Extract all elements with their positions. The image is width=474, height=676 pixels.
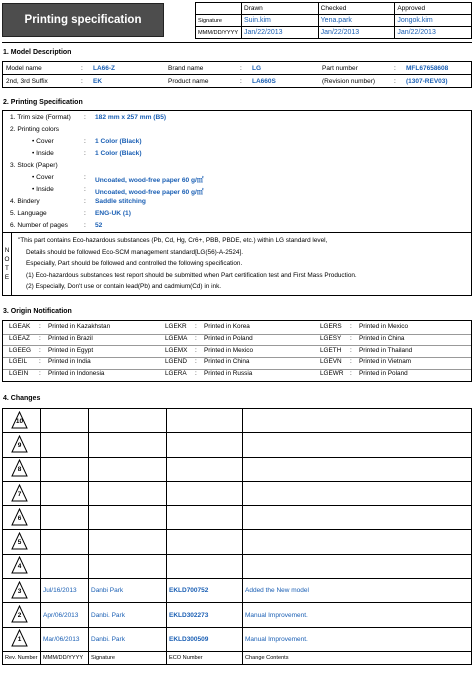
rev-cell	[3, 554, 41, 578]
origin-colon: :	[350, 370, 352, 378]
divider	[2, 42, 472, 43]
spec-value: 182 mm x 257 mm (B5)	[95, 114, 167, 121]
spec-label: 3. Stock (Paper)	[10, 162, 58, 169]
changes-header-cell: MMM/DD/YYYY	[41, 651, 89, 664]
model-name-label: Model name	[3, 62, 78, 75]
approval-table	[195, 2, 472, 39]
change-sig	[89, 530, 167, 554]
note-line: Details should be followed Eco-SCM management standard[LG(56)-A-2524].	[26, 248, 244, 256]
rev-number: 3	[17, 587, 22, 595]
suffix-label: 2nd, 3rd Suffix	[6, 77, 48, 85]
origin-code: LGEMA	[165, 334, 188, 342]
change-date	[41, 409, 89, 433]
origin-code: LGEWR	[320, 370, 344, 378]
product-name-value: LA660S	[252, 77, 276, 85]
model-table: Model name : LA66-Z Brand name : LG Part number : MFL67658608 2nd, 3rd Suffix : EK Product name : LA660S (Revision number) : (1307-REV03)	[3, 62, 471, 87]
revision-triangle-icon	[11, 411, 28, 429]
rev-cell	[3, 579, 41, 603]
spec-value: ENG-UK (1)	[95, 210, 131, 217]
change-sig: Danbi. Park	[89, 603, 167, 627]
change-date	[41, 506, 89, 530]
spec-label: • Cover	[32, 138, 54, 145]
printing-section-title: 2. Printing Specification	[3, 99, 83, 106]
change-sig: Danbi. Park	[89, 627, 167, 651]
change-row	[3, 409, 472, 433]
approved-signature: Jongok.kim	[395, 15, 472, 27]
rev-number: 5	[17, 539, 22, 547]
spec-label: • Inside	[32, 150, 54, 157]
changes-header-cell: ECO Number	[167, 651, 243, 664]
rev-number: 8	[17, 466, 22, 474]
note-line: (1) Eco-hazardous substances test report should be submitted when Part certification test and First Mass Production.	[26, 271, 357, 279]
change-eco	[167, 433, 243, 457]
changes-header-cell: Change Contents	[243, 651, 472, 664]
change-row	[3, 433, 472, 457]
revision-triangle-icon	[11, 508, 28, 526]
rev-number: 9	[17, 441, 22, 449]
changes-header-cell: Signature	[89, 651, 167, 664]
drawn-date: Jan/22/2013	[242, 27, 319, 39]
spec-colon: :	[84, 186, 86, 193]
change-eco	[167, 554, 243, 578]
change-content	[243, 530, 472, 554]
origin-colon: :	[39, 334, 41, 342]
note-line: "This part contains Eco-hazardous substances (Pb, Cd, Hg, Cr6+, PBB, PBDE, etc.) within LG standard level,	[18, 237, 328, 244]
part-number-value: MFL67658608	[403, 62, 471, 75]
origin-colon: :	[195, 370, 197, 378]
change-row	[3, 579, 472, 603]
revision-triangle-icon	[11, 435, 28, 453]
note-line: (2) Especially, Don't use or contain lead(Pb) and cadmium(Cd) in ink.	[26, 283, 222, 291]
change-sig	[89, 433, 167, 457]
spec-value: 1 Color (Black)	[95, 150, 142, 157]
change-content: Added the New model	[243, 579, 472, 603]
rev-cell	[3, 481, 41, 505]
origin-text: Printed in China	[359, 334, 405, 342]
rev-number: 2	[17, 612, 22, 620]
change-date	[41, 433, 89, 457]
change-date: Apr/06/2013	[41, 603, 89, 627]
change-row	[3, 481, 472, 505]
revision-label: (Revision number)	[322, 77, 376, 85]
origin-section-title: 3. Origin Notification	[3, 308, 72, 315]
origin-colon: :	[39, 358, 41, 366]
revision-triangle-icon	[11, 484, 28, 502]
origin-code: LGEMX	[165, 346, 188, 354]
checked-signature: Yena.park	[318, 15, 395, 27]
change-row	[3, 457, 472, 481]
spec-value: Saddle stitching	[95, 198, 146, 205]
origin-text: Printed in Russia	[204, 370, 253, 378]
spec-label: • Inside	[32, 186, 54, 193]
change-eco	[167, 409, 243, 433]
spec-colon: :	[84, 114, 86, 121]
origin-code: LGEIN	[9, 370, 29, 378]
origin-colon: :	[350, 346, 352, 354]
spec-value: 1 Color (Black)	[95, 138, 142, 145]
model-section-title: 1. Model Description	[3, 49, 72, 56]
change-sig: Danbi Park	[89, 579, 167, 603]
changes-table	[2, 408, 472, 665]
change-content	[243, 481, 472, 505]
change-content	[243, 554, 472, 578]
rev-cell	[3, 627, 41, 651]
origin-text: Printed in Kazakhstan	[48, 323, 111, 330]
spec-colon: :	[84, 150, 86, 157]
approved-header: Approved	[395, 3, 472, 15]
changes-section-title: 4. Changes	[3, 395, 41, 402]
origin-text: Printed in China	[204, 358, 250, 366]
change-eco: EKLD300509	[167, 627, 243, 651]
origin-code: LGEIL	[9, 358, 28, 366]
drawn-header: Drawn	[242, 3, 319, 15]
note-divider	[2, 232, 472, 233]
change-eco	[167, 457, 243, 481]
change-row	[3, 530, 472, 554]
rev-number: 7	[17, 490, 22, 498]
changes-header-cell: Rev. Number	[3, 651, 41, 664]
rev-number: 1	[17, 636, 22, 644]
rev-cell	[3, 506, 41, 530]
approved-date: Jan/22/2013	[395, 27, 472, 39]
part-number-label: Part number	[319, 62, 391, 75]
change-content	[243, 409, 472, 433]
change-content: Manual Improvement.	[243, 603, 472, 627]
spec-label: • Cover	[32, 174, 54, 181]
change-date	[41, 530, 89, 554]
note-letter: E	[4, 274, 10, 281]
note-letter: T	[5, 265, 9, 272]
rev-cell	[3, 433, 41, 457]
revision-value: (1307-REV03)	[406, 77, 448, 85]
printing-box	[2, 110, 472, 296]
origin-code: LGEAK	[9, 323, 31, 330]
document-title: Printing specification	[2, 3, 164, 37]
spec-label: 4. Bindery	[10, 198, 40, 205]
origin-code: LGEVN	[320, 358, 342, 366]
rev-number: 10	[15, 417, 24, 425]
change-content: Manual Improvement.	[243, 627, 472, 651]
change-content	[243, 457, 472, 481]
origin-colon: :	[350, 358, 352, 366]
change-eco: EKLD700752	[167, 579, 243, 603]
rev-number: 4	[17, 563, 22, 571]
change-row	[3, 603, 472, 627]
change-sig	[89, 409, 167, 433]
rev-cell	[3, 409, 41, 433]
spec-label: 5. Language	[10, 210, 47, 217]
revision-triangle-icon	[11, 532, 28, 550]
origin-colon: :	[195, 358, 197, 366]
spec-label: 6. Number of pages	[10, 222, 68, 229]
revision-triangle-icon	[11, 605, 28, 623]
change-eco: EKLD302273	[167, 603, 243, 627]
origin-colon: :	[39, 370, 41, 378]
origin-text: Printed in India	[48, 358, 91, 366]
spec-label: 2. Printing colors	[10, 126, 60, 133]
spec-colon: :	[84, 210, 86, 217]
brand-name-value: LG	[249, 62, 319, 75]
origin-text: Printed in Egypt	[48, 346, 94, 354]
rev-cell	[3, 457, 41, 481]
change-date	[41, 481, 89, 505]
signature-label: Signature	[196, 15, 242, 27]
spec-colon: :	[84, 198, 86, 205]
origin-colon: :	[195, 323, 197, 330]
change-date: Jul/16/2013	[41, 579, 89, 603]
change-sig	[89, 481, 167, 505]
origin-text: Printed in Poland	[359, 370, 408, 378]
origin-colon: :	[195, 334, 197, 342]
origin-code: LGEAZ	[9, 334, 30, 342]
checked-header: Checked	[318, 3, 395, 15]
note-letter: N	[4, 247, 10, 254]
spec-label: 1. Trim size (Format)	[10, 114, 71, 121]
model-name-value: LA66-Z	[90, 62, 165, 75]
change-date	[41, 457, 89, 481]
spec-colon: :	[84, 222, 86, 229]
spec-value: Uncoated, wood-free paper 60 g/㎡	[95, 189, 204, 196]
product-name-label: Product name	[168, 77, 209, 85]
spec-value: 52	[95, 222, 103, 229]
change-row	[3, 506, 472, 530]
origin-text: Printed in Poland	[204, 334, 253, 342]
note-letter: O	[4, 256, 10, 263]
change-eco	[167, 506, 243, 530]
change-row	[3, 627, 472, 651]
origin-code: LGERA	[165, 370, 187, 378]
spec-colon: :	[84, 138, 86, 145]
origin-colon: :	[39, 346, 41, 354]
rev-cell	[3, 603, 41, 627]
changes-header-row	[3, 651, 472, 664]
revision-triangle-icon	[11, 459, 28, 477]
spec-value: Uncoated, wood-free paper 60 g/㎡	[95, 177, 204, 184]
origin-colon: :	[350, 334, 352, 342]
change-sig	[89, 506, 167, 530]
origin-text: Printed in Mexico	[204, 346, 254, 354]
date-label: MMM/DD/YYYY	[196, 27, 242, 39]
suffix-value: EK	[93, 77, 103, 85]
brand-name-label: Brand name	[165, 62, 237, 75]
origin-code: LGEEG	[9, 346, 32, 354]
change-date: Mar/06/2013	[41, 627, 89, 651]
origin-text: Printed in Vietnam	[359, 358, 412, 366]
origin-code: LGEKR	[165, 323, 187, 330]
spec-colon: :	[84, 174, 86, 181]
note-line: Especially, Part should be followed and controlled the following specification.	[26, 260, 243, 268]
origin-text: Printed in Brazil	[48, 334, 93, 342]
origin-colon: :	[39, 323, 41, 330]
change-eco	[167, 530, 243, 554]
origin-text: Printed in Korea	[204, 323, 250, 330]
change-eco	[167, 481, 243, 505]
origin-code: LGERS	[320, 323, 342, 330]
change-content	[243, 433, 472, 457]
rev-number: 6	[17, 514, 22, 522]
change-sig	[89, 457, 167, 481]
revision-triangle-icon	[11, 581, 28, 599]
change-row	[3, 554, 472, 578]
origin-text: Printed in Indonesia	[48, 370, 105, 378]
origin-code: LGEND	[165, 358, 188, 366]
origin-text: Printed in Thailand	[359, 346, 413, 354]
revision-triangle-icon	[11, 629, 28, 647]
change-date	[41, 554, 89, 578]
checked-date: Jan/22/2013	[318, 27, 395, 39]
origin-text: Printed in Mexico	[359, 323, 409, 330]
origin-colon: :	[350, 323, 352, 330]
origin-code: LGETH	[320, 346, 342, 354]
rev-cell	[3, 530, 41, 554]
drawn-signature: Suin.kim	[242, 15, 319, 27]
origin-colon: :	[195, 346, 197, 354]
change-content	[243, 506, 472, 530]
revision-triangle-icon	[11, 556, 28, 574]
origin-code: LGESY	[320, 334, 342, 342]
change-sig	[89, 554, 167, 578]
